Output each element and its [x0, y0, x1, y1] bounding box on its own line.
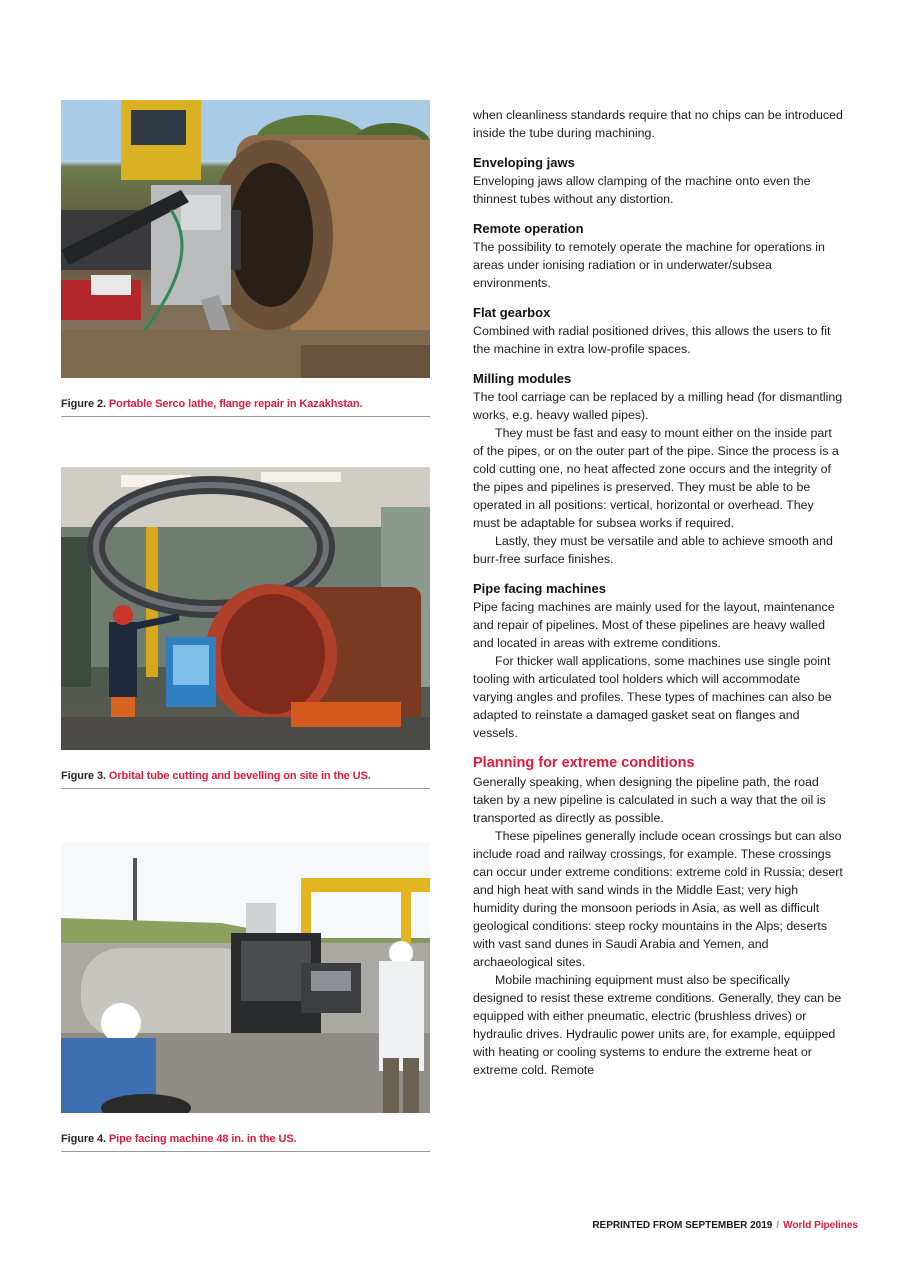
- major-heading-planning-extreme-conditions: Planning for extreme conditions: [473, 755, 695, 771]
- section-paragraph: Mobile machining equipment must also be specifically designed to resist these extreme conditions. Generally, they can be equipped with either pneumatic, electric (brushless drives) or hydraulic drives. Hydraulic power units are, for example, equipped with heating or cooling systems to endure the extreme heat or extreme cold. Remote: [473, 973, 842, 1077]
- footer-separator: /: [776, 1220, 780, 1231]
- figure-label: Figure 2.: [61, 398, 106, 410]
- figure-label: Figure 4.: [61, 1133, 106, 1145]
- figure-4-caption: [61, 1133, 430, 1152]
- section-paragraph: Generally speaking, when designing the pipeline path, the road taken by a new pipeline is calculated in such a way that the oil is transported as directly as possible.: [473, 775, 826, 825]
- figure-2: [61, 100, 430, 417]
- figure-3: [61, 467, 430, 789]
- section-heading-milling-modules: Milling modules: [473, 371, 572, 386]
- figure-3-caption: [61, 770, 430, 789]
- section-heading-flat-gearbox: Flat gearbox: [473, 305, 551, 320]
- figure-caption-text: Portable Serco lathe, flange repair in Kazakhstan.: [108, 398, 363, 410]
- figure-4: [61, 843, 430, 1152]
- section-paragraph: Pipe facing machines are mainly used for the layout, maintenance and repair of pipelines. Most of these pipelines are heavy walled and located in areas with extreme conditions.: [473, 600, 835, 650]
- serco-lathe-photo: [61, 100, 430, 378]
- figure-2-photo: [61, 100, 430, 378]
- section-heading-remote-operation: Remote operation: [473, 221, 584, 236]
- section-paragraph: Lastly, they must be versatile and able to achieve smooth and burr-free surface finishes.: [473, 534, 833, 566]
- figure-2-caption: [61, 398, 430, 417]
- section-heading-enveloping-jaws: Enveloping jaws: [473, 155, 575, 170]
- orbital-tube-cutting-photo: [61, 467, 430, 750]
- section-paragraph: The tool carriage can be replaced by a milling head (for dismantling works, e.g. heavy walled pipes).: [473, 390, 843, 422]
- section-paragraph: They must be fast and easy to mount either on the inside part of the pipes, or on the outer part of the pipe. Since the process is a cold cutting one, no heat affected zone occurs and the integrity of the pipes and pipelines is preserved. They must be able to be operated in all positions: vertical, horizontal or overhead. They must be adaptable for subsea works if required.: [473, 426, 839, 530]
- figure-caption-text: Pipe facing machine 48 in. in the US.: [108, 1133, 297, 1145]
- section-paragraph: These pipelines generally include ocean crossings but can also include road and railway crossings, for example. These crossings can occur under extreme conditions: extreme cold in Russia; desert and high heat with sand winds in the Middle East; very high humidity during the monsoon periods in Asia, as well as difficult geological conditions: steep rocky mountains in the Alps; deserts with vast sand dunes in Saudi Arabia and Yemen, and archaeological sites.: [473, 829, 843, 969]
- intro-paragraph: when cleanliness standards require that no chips can be introduced inside the tube during machining.: [473, 108, 843, 140]
- reprint-notice: REPRINTED FROM SEPTEMBER 2019: [592, 1220, 773, 1231]
- publication-name: World Pipelines: [783, 1220, 858, 1231]
- section-paragraph: Enveloping jaws allow clamping of the machine onto even the thinnest tubes without any distortion.: [473, 174, 811, 206]
- article-column: [473, 106, 843, 1079]
- pipe-facing-machine-photo: [61, 843, 430, 1113]
- section-paragraph: The possibility to remotely operate the machine for operations in areas under ionising radiation or in underwater/subsea environments.: [473, 240, 825, 290]
- section-paragraph: For thicker wall applications, some machines use single point tooling with articulated tool holders which will accommodate varying angles and profiles. These types of machines can also be adapted to reinstate a damaged gasket seat on flanges and vessels.: [473, 654, 832, 740]
- figure-4-photo: [61, 843, 430, 1113]
- section-heading-pipe-facing-machines: Pipe facing machines: [473, 581, 606, 596]
- figure-caption-text: Orbital tube cutting and bevelling on site in the US.: [108, 770, 371, 782]
- figure-label: Figure 3.: [61, 770, 106, 782]
- section-paragraph: Combined with radial positioned drives, this allows the users to fit the machine in extra low-profile spaces.: [473, 324, 831, 356]
- figure-3-photo: [61, 467, 430, 750]
- page-footer: [592, 1220, 858, 1231]
